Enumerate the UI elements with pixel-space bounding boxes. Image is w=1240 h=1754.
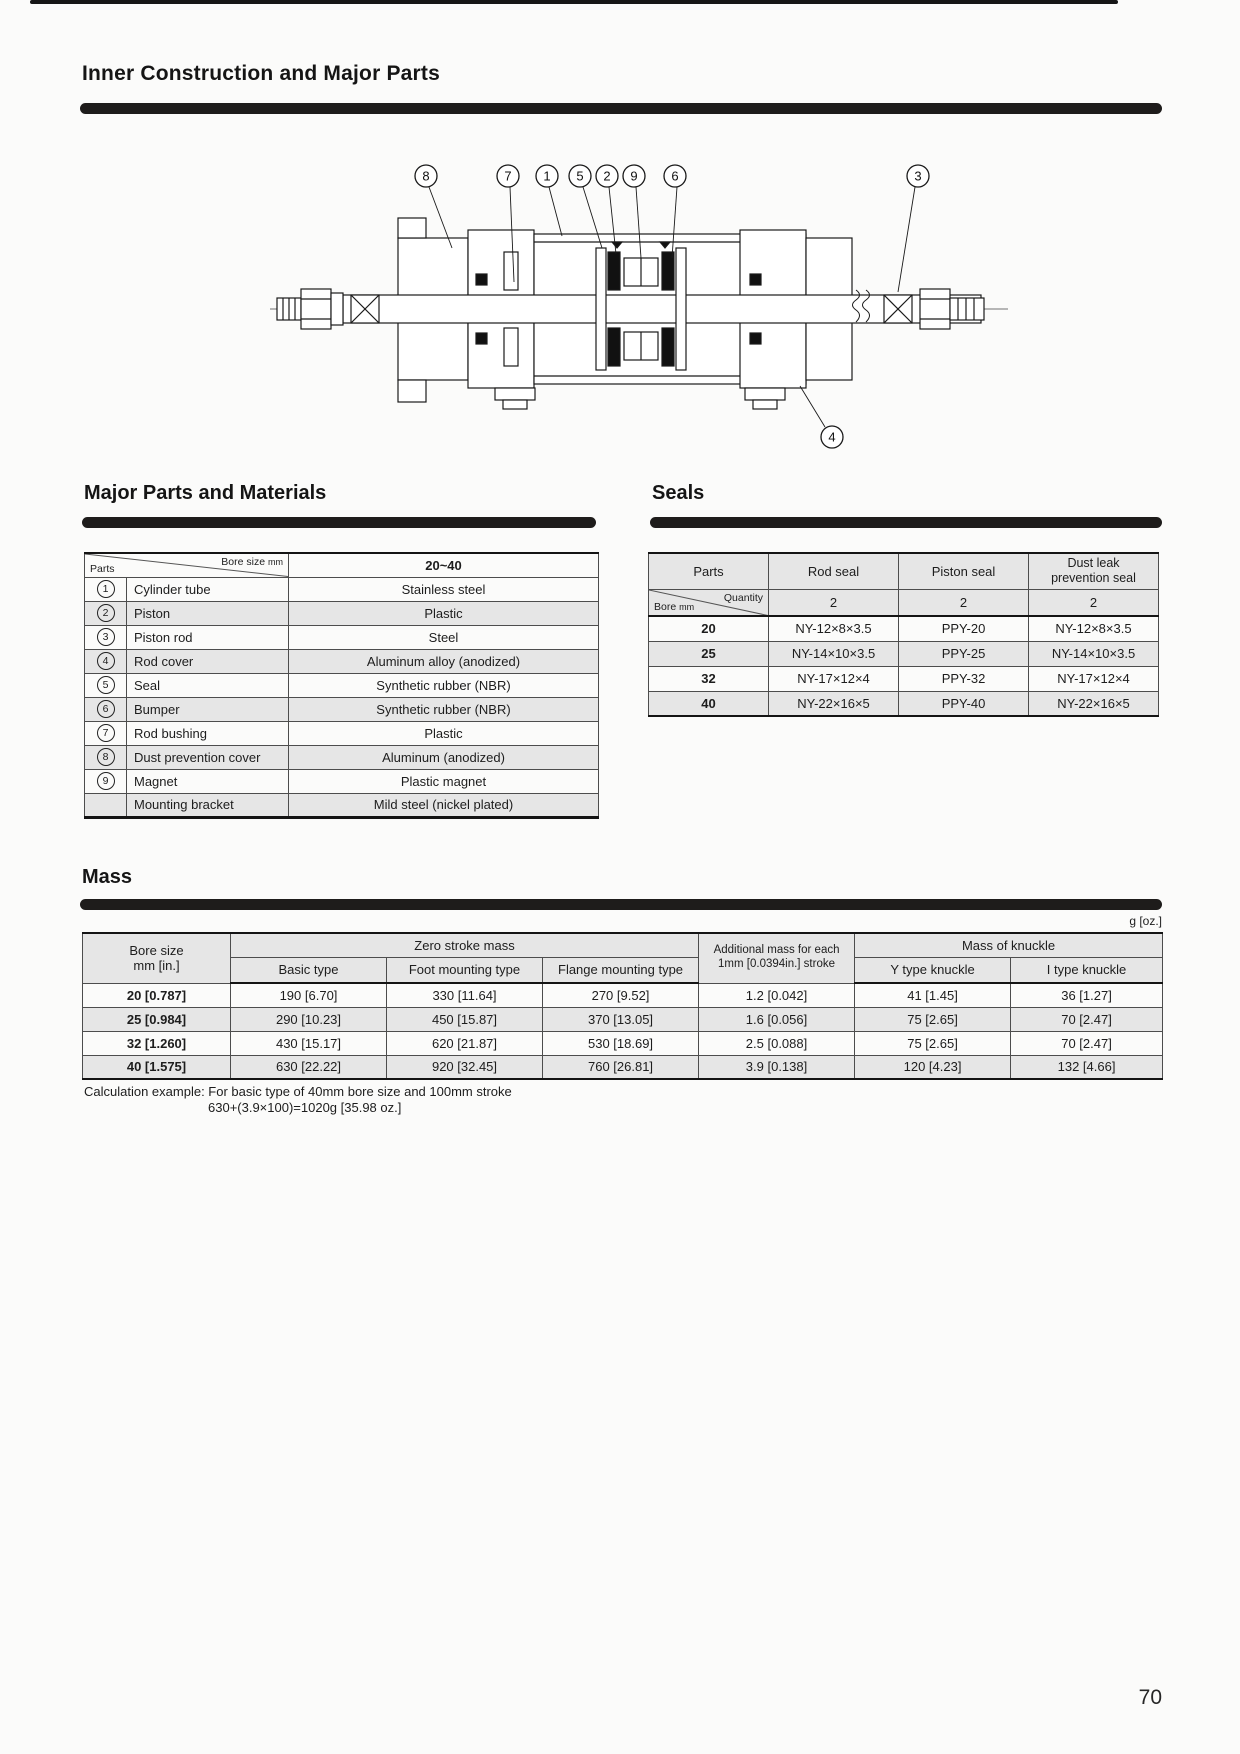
rod-seal-value: NY-17×12×4 [769, 666, 899, 691]
title-rule-bar [80, 103, 1162, 114]
qty-piston-seal: 2 [899, 589, 1029, 616]
foot-mass: 620 [21.87] [387, 1031, 543, 1055]
table-row [85, 601, 599, 625]
flange-mass: 270 [9.52] [543, 983, 699, 1007]
y-knuckle-mass: 75 [2.65] [855, 1031, 1011, 1055]
bore-range-header: 20~40 [289, 553, 599, 577]
page-title: Inner Construction and Major Parts [82, 62, 441, 85]
svg-text:9: 9 [630, 168, 638, 184]
piston-seal-value: PPY-20 [899, 616, 1029, 641]
rod-end-left [277, 289, 343, 329]
table-row [85, 673, 599, 697]
page-number: 70 [1138, 1686, 1162, 1709]
foot-mass: 920 [32.45] [387, 1055, 543, 1079]
part-number: 3 [97, 628, 115, 646]
part-number: 1 [97, 580, 115, 598]
quantity-label: Quantity [723, 591, 763, 604]
part-material: Steel [289, 625, 599, 649]
i-knuckle-mass: 70 [2.47] [1011, 1007, 1163, 1031]
piston-seal-mark [608, 252, 620, 290]
qty-rod-seal: 2 [769, 589, 899, 616]
part-number: 7 [97, 724, 115, 742]
svg-text:6: 6 [671, 168, 679, 184]
part-name: Dust prevention cover [127, 745, 289, 769]
parts-label: Parts [90, 562, 115, 575]
bore-value: 32 [1.260] [83, 1031, 231, 1055]
additional-mass: 3.9 [0.138] [699, 1055, 855, 1079]
svg-text:7: 7 [504, 168, 512, 184]
seals-parts-header: Parts [649, 553, 769, 589]
part-name: Piston rod [127, 625, 289, 649]
calculation-example-line1: Calculation example: For basic type of 40mm bore size and 100mm stroke [84, 1084, 512, 1099]
piston-rod [343, 290, 981, 323]
flange-mass: 760 [26.81] [543, 1055, 699, 1079]
table-row [85, 745, 599, 769]
table-row [85, 577, 599, 601]
table-row [85, 769, 599, 793]
svg-text:2: 2 [603, 168, 611, 184]
bore-value: 40 [1.575] [83, 1055, 231, 1079]
y-knuckle-mass: 120 [4.23] [855, 1055, 1011, 1079]
part-material: Aluminum alloy (anodized) [289, 649, 599, 673]
bore-value: 20 [0.787] [83, 983, 231, 1007]
bore-size-label: Bore size mm [221, 556, 283, 568]
part-name: Mounting bracket [127, 793, 289, 817]
dust-seal-value: NY-17×12×4 [1029, 666, 1159, 691]
parts-bore-diagonal-cell [85, 553, 289, 577]
part-number: 9 [97, 772, 115, 790]
qty-dust-seal: 2 [1029, 589, 1159, 616]
additional-mass: 1.6 [0.056] [699, 1007, 855, 1031]
calculation-example-line2: 630+(3.9×100)=1020g [35.98 oz.] [208, 1100, 402, 1115]
rod-seal-header: Rod seal [769, 553, 899, 589]
i-knuckle-mass: 132 [4.66] [1011, 1055, 1163, 1079]
port-left [495, 388, 535, 409]
mass-rule-bar [80, 899, 1162, 910]
rod-seal-value: NY-14×10×3.5 [769, 641, 899, 666]
flange-type-header: Flange mounting type [543, 957, 699, 983]
basic-mass: 190 [6.70] [231, 983, 387, 1007]
svg-text:1: 1 [543, 168, 551, 184]
mass-table [82, 932, 1163, 1080]
foot-mass: 450 [15.87] [387, 1007, 543, 1031]
y-knuckle-mass: 75 [2.65] [855, 1007, 1011, 1031]
table-row [85, 625, 599, 649]
cylinder-drawing [270, 187, 1008, 427]
bore-label: Bore mm [654, 601, 695, 613]
major-parts-heading: Major Parts and Materials [84, 482, 327, 504]
additional-mass-header: Additional mass for each 1mm [0.0394in.] stroke [699, 933, 855, 983]
additional-mass: 1.2 [0.042] [699, 983, 855, 1007]
mass-heading: Mass [82, 866, 133, 888]
major-parts-table [84, 552, 599, 819]
basic-mass: 290 [10.23] [231, 1007, 387, 1031]
part-material: Mild steel (nickel plated) [289, 793, 599, 817]
part-number: 2 [97, 604, 115, 622]
svg-text:3: 3 [914, 168, 922, 184]
piston-seal-value: PPY-40 [899, 691, 1029, 716]
table-row [649, 691, 1159, 716]
piston-seal-header: Piston seal [899, 553, 1029, 589]
part-name: Seal [127, 673, 289, 697]
svg-text:4: 4 [828, 429, 836, 445]
major-parts-rule-bar [82, 517, 596, 528]
table-row [83, 1031, 1163, 1055]
foot-type-header: Foot mounting type [387, 957, 543, 983]
zero-stroke-header: Zero stroke mass [231, 933, 699, 957]
flange-mass: 530 [18.69] [543, 1031, 699, 1055]
mass-bore-header: Bore size mm [in.] [83, 933, 231, 983]
rod-seal-value: NY-22×16×5 [769, 691, 899, 716]
part-material: Synthetic rubber (NBR) [289, 697, 599, 721]
knuckle-mass-header: Mass of knuckle [855, 933, 1163, 957]
piston-seal-value: PPY-25 [899, 641, 1029, 666]
table-row [85, 649, 599, 673]
bore-value: 32 [649, 666, 769, 691]
table-row [85, 697, 599, 721]
scan-artifact-line [30, 0, 1118, 4]
i-knuckle-mass: 70 [2.47] [1011, 1031, 1163, 1055]
table-row [83, 1055, 1163, 1079]
port-right [745, 388, 785, 409]
table-row [649, 641, 1159, 666]
table-row [649, 616, 1159, 641]
dust-seal-value: NY-12×8×3.5 [1029, 616, 1159, 641]
i-knuckle-mass: 36 [1.27] [1011, 983, 1163, 1007]
table-row [83, 983, 1163, 1007]
foot-mass: 330 [11.64] [387, 983, 543, 1007]
part-number: 4 [97, 652, 115, 670]
part-number: 8 [97, 748, 115, 766]
svg-text:8: 8 [422, 168, 430, 184]
table-row [83, 1007, 1163, 1031]
piston-seal-value: PPY-32 [899, 666, 1029, 691]
part-material: Stainless steel [289, 577, 599, 601]
table-row [85, 793, 599, 817]
part-material: Plastic [289, 601, 599, 625]
part-material: Aluminum (anodized) [289, 745, 599, 769]
part-name: Rod cover [127, 649, 289, 673]
part-number: 5 [97, 676, 115, 694]
flange-mass: 370 [13.05] [543, 1007, 699, 1031]
bore-quantity-diagonal-cell [649, 589, 769, 616]
additional-mass: 2.5 [0.088] [699, 1031, 855, 1055]
bore-value: 25 [0.984] [83, 1007, 231, 1031]
dust-seal-value: NY-14×10×3.5 [1029, 641, 1159, 666]
y-knuckle-header: Y type knuckle [855, 957, 1011, 983]
bore-value: 25 [649, 641, 769, 666]
y-knuckle-mass: 41 [1.45] [855, 983, 1011, 1007]
part-name: Rod bushing [127, 721, 289, 745]
part-material: Plastic [289, 721, 599, 745]
seals-table [648, 552, 1159, 717]
basic-mass: 430 [15.17] [231, 1031, 387, 1055]
part-name: Piston [127, 601, 289, 625]
part-number: 6 [97, 700, 115, 718]
i-knuckle-header: I type knuckle [1011, 957, 1163, 983]
rod-seal-value: NY-12×8×3.5 [769, 616, 899, 641]
cylinder-cross-section-diagram [0, 130, 1240, 460]
part-name: Cylinder tube [127, 577, 289, 601]
bore-value: 20 [649, 616, 769, 641]
dust-leak-header: Dust leak prevention seal [1029, 553, 1159, 589]
svg-text:5: 5 [576, 168, 584, 184]
table-row [649, 666, 1159, 691]
bore-value: 40 [649, 691, 769, 716]
dust-seal-value: NY-22×16×5 [1029, 691, 1159, 716]
basic-mass: 630 [22.22] [231, 1055, 387, 1079]
mass-unit-label: g [oz.] [1129, 914, 1162, 928]
part-material: Plastic magnet [289, 769, 599, 793]
seals-heading: Seals [652, 482, 705, 504]
part-material: Synthetic rubber (NBR) [289, 673, 599, 697]
part-name: Bumper [127, 697, 289, 721]
part-name: Magnet [127, 769, 289, 793]
basic-type-header: Basic type [231, 957, 387, 983]
part-number-empty [85, 793, 127, 817]
seals-rule-bar [650, 517, 1162, 528]
table-row [85, 721, 599, 745]
